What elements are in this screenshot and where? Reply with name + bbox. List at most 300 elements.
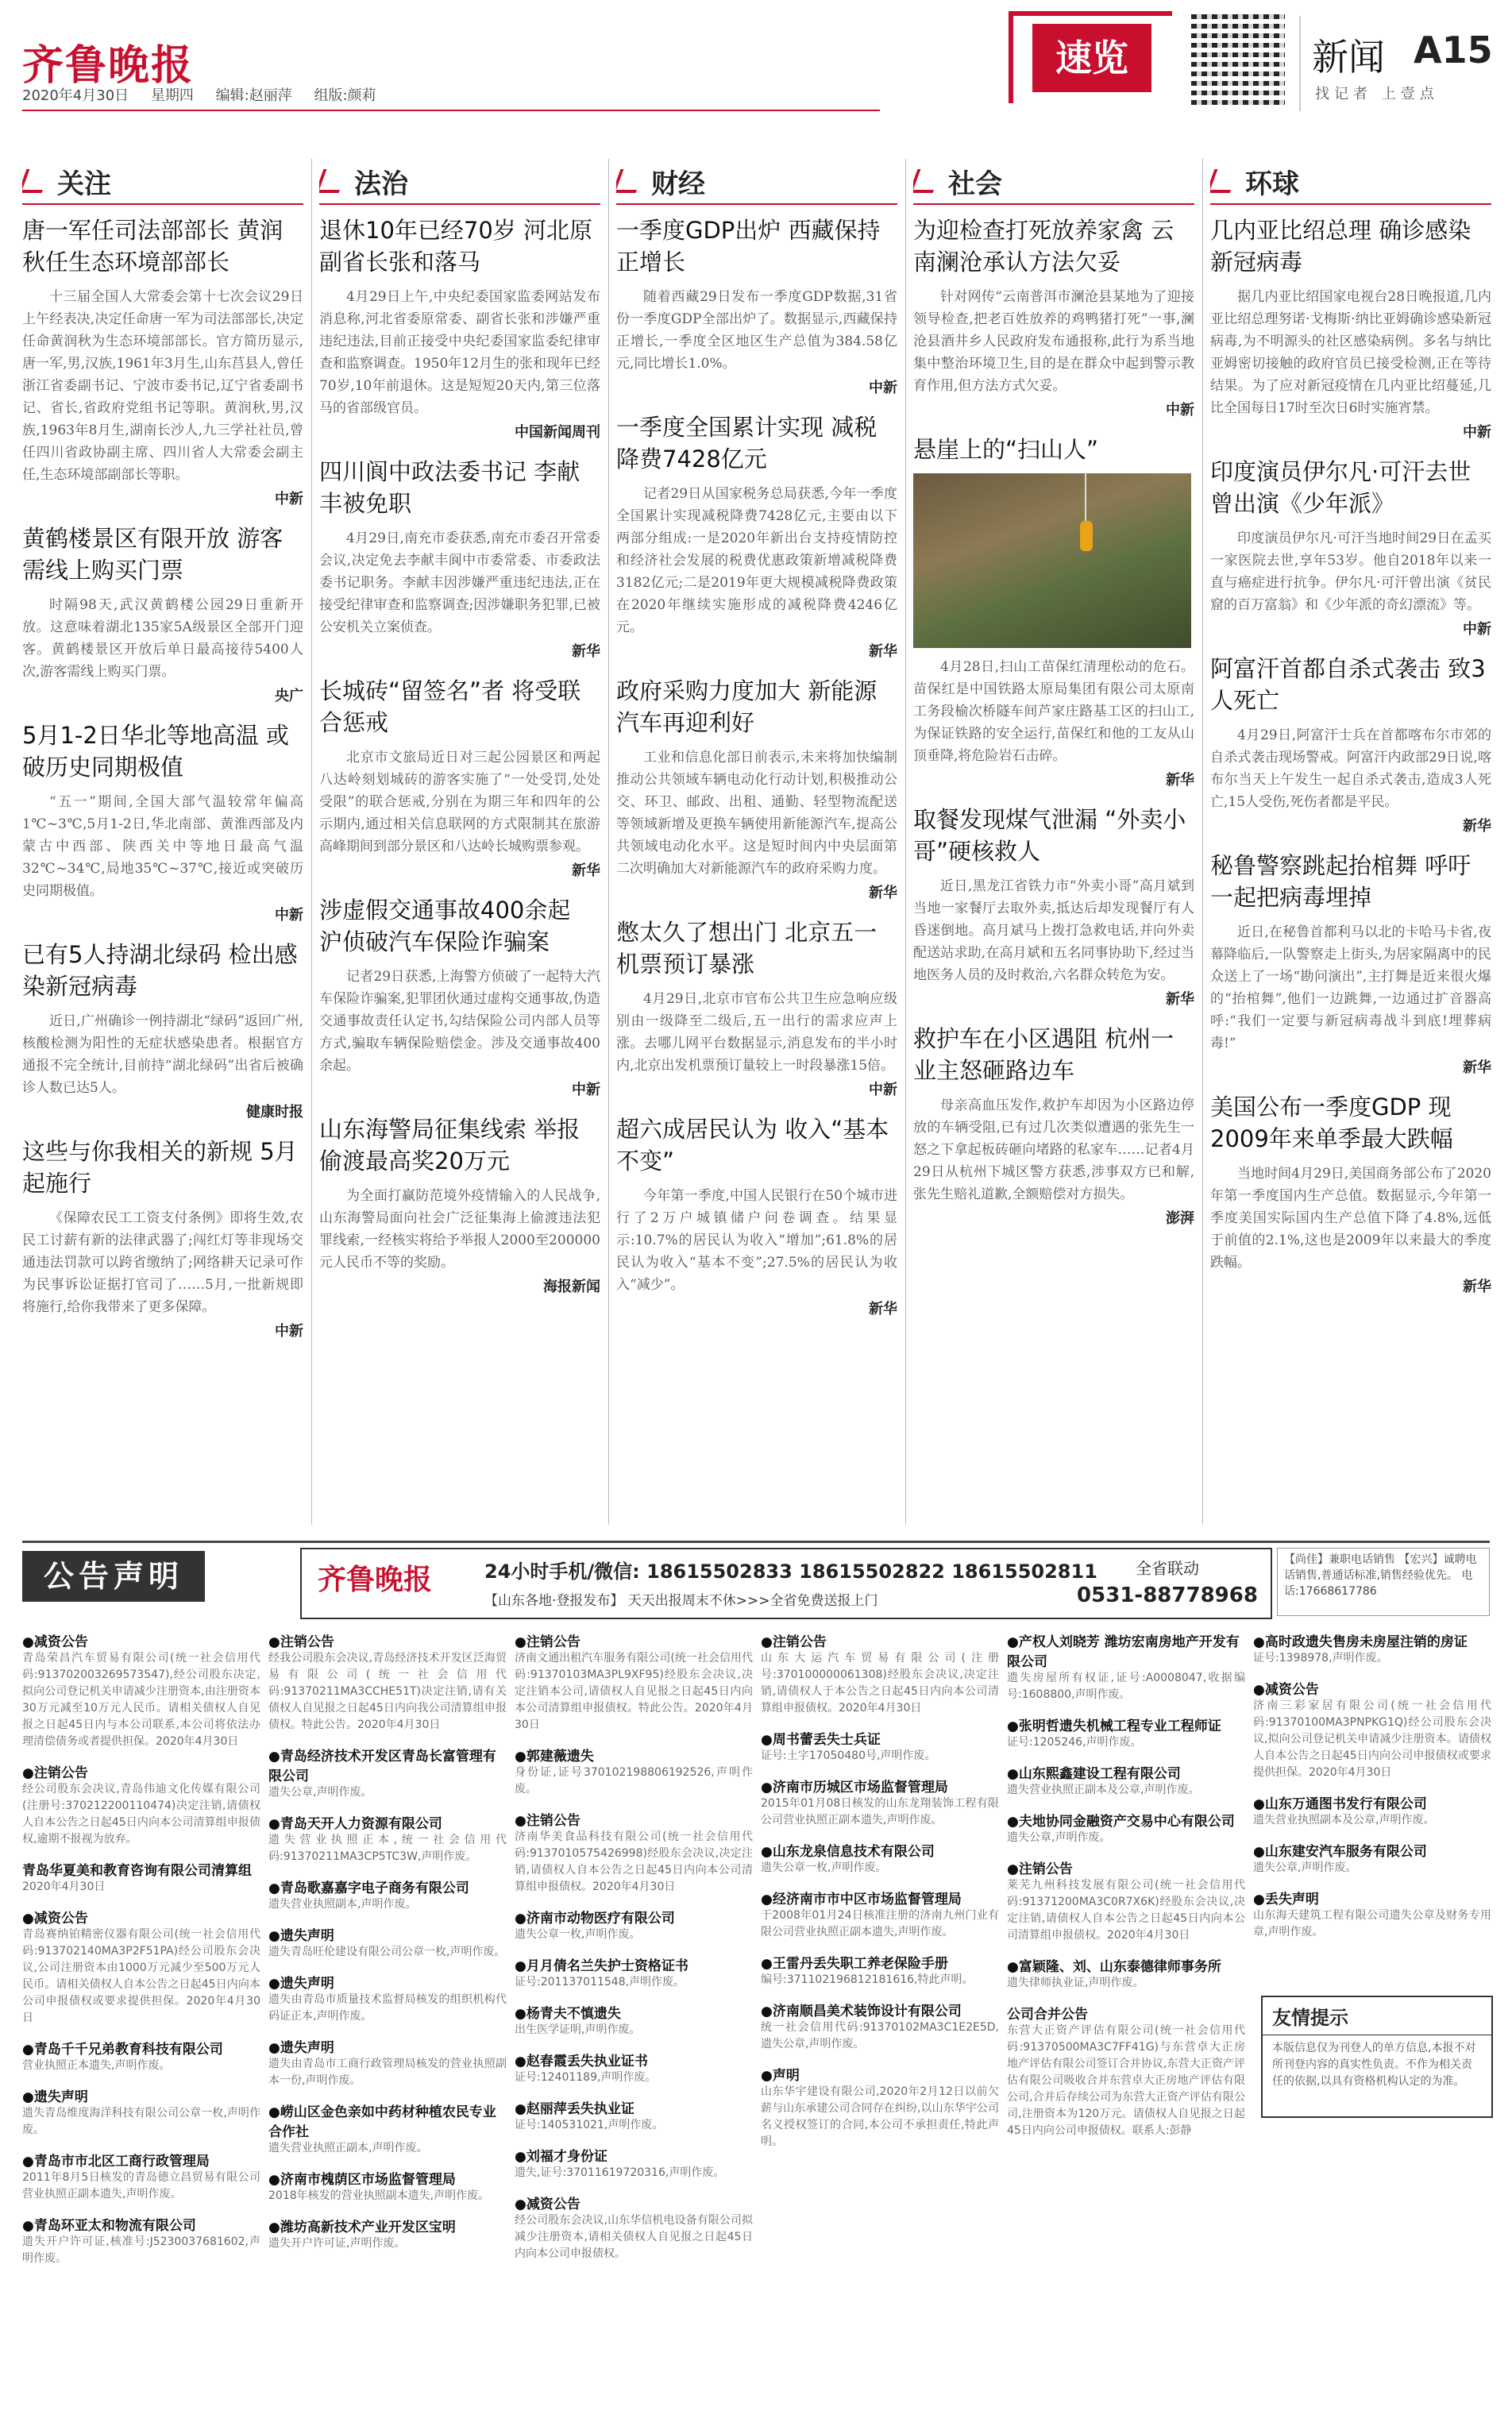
article <box>22 214 303 508</box>
article-body: 4月29日,北京市官布公共卫生应急响应级别由一级降至二级后,五一出行的需求应声上涨。去哪儿网平台数据显示,消息发布的半小时内,北京出发机票预订量较上一时段暴涨15倍。 <box>616 991 897 1074</box>
notice-item <box>268 2100 507 2157</box>
notice-item <box>515 1745 753 1798</box>
column-header <box>319 159 600 205</box>
notice-body: 遗失由青岛市质量技术监督局核发的组织机构代码证正本,声明作废。 <box>268 1993 507 2023</box>
notice-item <box>268 1924 507 1961</box>
article-source: 新华 <box>1463 818 1491 835</box>
notice-title: ●青岛环亚太和物流有限公司 <box>22 2218 196 2234</box>
notice-body: 2018年核发的营业执照副本遗失,声明作废。 <box>268 2189 490 2202</box>
notice-title: ●减资公告 <box>22 1634 88 1650</box>
article-source: 新华 <box>869 643 897 660</box>
notice-body: 遗失律师执业证,声明作废。 <box>1007 1977 1144 1989</box>
notice-item <box>761 1630 999 1717</box>
notice-column <box>22 1630 260 2409</box>
article-body: 近日,广州确诊一例持湖北“绿码”返回广州,核酸检测为阳性的无症状感染患者。根据官方通报不完全统计,目前持“湖北绿码”出省后被确诊人数已达5人。 <box>22 1013 303 1096</box>
header-rule <box>22 110 880 111</box>
article-source: 新华 <box>869 1301 897 1317</box>
notice-column <box>268 1630 507 2409</box>
article-source: 新华 <box>869 885 897 901</box>
article-body: 4月29日上午,中央纪委国家监委网站发布消息称,河北省委原常委、副省长张和涉嫌严重违纪违法,目前正接受中央纪委国家监委纪律审查和监察调查。1950年12月生的张和现年已经70岁,10年前退休。这是短短20天内,第三位落马的省部级官员。 <box>319 289 600 416</box>
notice-item <box>1253 1840 1491 1877</box>
article-body: 记者29日获悉,上海警方侦破了一起特大汽车保险诈骗案,犯罪团伙通过虚构交通事故,伪造交通事故责任认定书,勾结保险公司内部人员等方式,骗取车辆保险赔偿金。涉及交通事故400余起。 <box>319 969 600 1074</box>
article-source: 中新 <box>1463 424 1491 441</box>
notice-title: ●山东万通图书发行有限公司 <box>1253 1796 1427 1812</box>
notice-body: 遗失由青岛市工商行政管理局核发的营业执照副本一份,声明作废。 <box>268 2058 507 2087</box>
news-column <box>913 159 1194 1525</box>
notice-item <box>515 2193 753 2262</box>
newspaper-logo: 齐鲁晚报 <box>22 41 195 90</box>
notice-title: ●丢失声明 <box>1253 1892 1319 1907</box>
notice-item <box>515 1954 753 1991</box>
article <box>319 214 600 442</box>
column-divider <box>608 159 609 1525</box>
notice-body: 经公司股东会决议,青岛伟迪文化传媒有限公司(注册号:370212200110474)决定注销,请债权人自本公告之日起45日内向本公司清算组申报债权,逾期不报视为放弃。 <box>22 1783 260 1846</box>
column-divider <box>905 159 906 1525</box>
article-headline[interactable]: 超六成居民认为 收入“基本不变” <box>616 1116 889 1175</box>
article-headline[interactable]: 涉虚假交通事故400余起 沪侦破汽车保险诈骗案 <box>319 897 571 955</box>
article-source: 央广 <box>275 688 303 704</box>
notice-title: ●济南市槐荫区市场监督管理局 <box>268 2172 456 2188</box>
notice-title: ●减资公告 <box>515 2197 580 2212</box>
article <box>319 456 600 661</box>
notice-body: 莱芜九州科技发展有限公司(统一社会信用代码:91371200MA3C0R7X6K)经股东会决议,决定注销,请债权人自本公告之日起45日内向本公司清算组申报债权。2020年4月30日 <box>1007 1879 1245 1942</box>
article-body: 近日,在秘鲁首都利马以北的卡哈马卡省,夜幕降临后,一队警察走上街头,为居家隔离中的民众送上了一场“勘问演出”,主打舞是近来很火爆的“抬棺舞”,他们一边跳舞,一边通过扩音器高呼:“我们一定要与新冠病毒战斗到底!埋葬病毒!” <box>1210 924 1491 1051</box>
notice-body: 遗失青岛旺伦建设有限公司公章一枚,声明作废。 <box>268 1946 506 1958</box>
notice-item <box>1253 1792 1491 1829</box>
article <box>913 804 1194 1009</box>
article <box>913 434 1194 789</box>
article-headline[interactable]: 取餐发现煤气泄漏 “外卖小哥”硬核救人 <box>913 806 1186 865</box>
notice-title: ●注销公告 <box>515 1634 580 1650</box>
article <box>319 1113 600 1296</box>
article <box>1210 456 1491 638</box>
notice-item <box>22 1630 260 1750</box>
notice-title: ●山东建安汽车服务有限公司 <box>1253 1844 1427 1860</box>
notice-body: 2020年4月30日 <box>22 1880 106 1893</box>
article-body: 随着西藏29日发布一季度GDP数据,31省份一季度GDP全部出炉了。数据显示,西藏保持正增长,一季度全区地区生产总值为384.58亿元,同比增长1.0%。 <box>616 289 897 372</box>
section-marker-icon <box>616 169 644 193</box>
article-headline[interactable]: 长城砖“留签名”者 将受联合惩戒 <box>319 677 581 736</box>
notice-body: 山东华宇建设有限公司,2020年2月12日以前欠薪与山东承建公司合同存在纠纷,以山东华宇公司名义授权签订的合同,本公司不承担责任,特此声明。 <box>761 2085 999 2148</box>
layout-credit: 组版:颜莉 <box>314 87 376 104</box>
hotline-logo: 齐鲁晚报 <box>318 1563 433 1596</box>
notice-item <box>761 1776 999 1829</box>
notice-body: 遗失开户许可证,核准号:J5230037681602,声明作废。 <box>22 2235 260 2265</box>
notice-title: ●郭建薇遗失 <box>515 1749 594 1765</box>
notice-body: 证号:土字17050480号,声明作废。 <box>761 1749 936 1762</box>
news-column <box>1210 159 1491 1525</box>
article-source: 新华 <box>572 862 600 879</box>
notice-body: 遗失开户许可证,声明作废。 <box>268 2237 406 2250</box>
page-header <box>0 0 1512 151</box>
speed-label: 速览 <box>1032 24 1151 92</box>
header-divider <box>1299 16 1301 111</box>
notice-column <box>1007 1630 1245 2409</box>
notice-item <box>1253 1678 1491 1781</box>
section-marker-icon <box>22 169 50 193</box>
column-title: 关注 <box>57 168 111 200</box>
notice-item <box>761 1888 999 1941</box>
column-header <box>913 159 1194 205</box>
notice-title: ●山东熙鑫建设工程有限公司 <box>1007 1766 1181 1782</box>
notice-title: ●杨青夫不慎遗失 <box>515 2006 621 2022</box>
notice-item <box>268 2216 507 2252</box>
notices-section <box>22 1541 1490 2417</box>
notice-body: 遗失公章一枚,声明作废。 <box>515 1928 641 1941</box>
notice-title: ●减资公告 <box>1253 1682 1319 1698</box>
article-source: 海报新闻 <box>543 1279 600 1295</box>
notice-body: 遗失营业执照正本,统一社会信用代码:91370211MA3CP5TC3W,声明作废。 <box>268 1834 507 1863</box>
article-headline[interactable]: 已有5人持湖北绿码 检出感染新冠病毒 <box>22 941 298 1000</box>
notice-title: ●青岛千千兄弟教育科技有限公司 <box>22 2042 223 2058</box>
notice-body: 证号:201137011548,声明作废。 <box>515 1976 685 1988</box>
notice-column <box>1253 1630 1491 1980</box>
qr-code-pattern <box>1191 11 1285 105</box>
notice-title: ●遗失声明 <box>268 1928 334 1944</box>
notice-item <box>1007 1810 1245 1846</box>
notice-body: 身份证,证号370102198806192526,声明作废。 <box>515 1766 753 1796</box>
notice-body: 证号:1398978,声明作废。 <box>1253 1652 1388 1664</box>
article <box>22 523 303 705</box>
column-title: 财经 <box>651 168 705 200</box>
hotline-right-label: 全省联动 <box>1136 1559 1199 1578</box>
news-column <box>319 159 600 1525</box>
news-photo <box>913 473 1191 648</box>
notice-item <box>761 1952 999 1988</box>
notice-body: 遗失公章,声明作废。 <box>1253 1861 1357 1874</box>
recruitment-ad: 【尚佳】兼职电话销售 【宏兴】诚聘电话销售,普通话标准,销售经验优先。 电话:17668617786 <box>1277 1548 1490 1616</box>
article-source: 新华 <box>1463 1279 1491 1295</box>
article <box>22 719 303 924</box>
notice-title: ●遗失声明 <box>22 2089 88 2105</box>
notice-body: 经我公司股东会决议,青岛经济技术开发区泛海贸易有限公司(统一社会信用代码:91370211MA3CCHE51T)决定注销,请有关债权人自见报之日起45日内向我公司清算组申报债权。特此公告。2020年4月30日 <box>268 1652 507 1731</box>
notice-body: 出生医学证明,声明作废。 <box>515 2023 641 2036</box>
article-source: 健康时报 <box>246 1104 303 1121</box>
notice-item <box>515 2050 753 2086</box>
notice-item <box>761 1840 999 1877</box>
friendly-reminder-title: 友情提示 <box>1263 1997 1491 2035</box>
article-source: 中国新闻周刊 <box>515 424 600 441</box>
notice-item <box>1007 1857 1245 1944</box>
notice-item <box>761 1728 999 1765</box>
notice-body: 山东大运汽车贸易有限公司(注册号:370100000061308)经股东会决议,决定注销,请债权人于本公告之日起45日内向本公司清算组申报债权。2020年4月30日 <box>761 1652 999 1715</box>
issue-date: 2020年4月30日 <box>22 87 129 104</box>
notice-item <box>22 1907 260 2027</box>
article-source: 中新 <box>275 1323 303 1340</box>
notice-title: ●青岛市市北区工商行政管理局 <box>22 2154 210 2170</box>
article-source: 中新 <box>1166 402 1194 419</box>
article-headline[interactable]: 救护车在小区遇阻 杭州一业主怒砸路边车 <box>913 1025 1174 1084</box>
notice-title: ●产权人刘晓芳 潍坊宏南房地产开发有限公司 <box>1007 1634 1240 1670</box>
column-title: 法治 <box>354 168 408 200</box>
notice-title: ●赵丽萍丢失执业证 <box>515 2101 634 2117</box>
news-column <box>616 159 897 1525</box>
article <box>913 1023 1194 1228</box>
hotline-subtitle: 【山东各地·登报发布】 天天出报周末不休>>>全省免费送报上门 <box>484 1593 878 1609</box>
notice-title: ●遗失声明 <box>268 2040 334 2056</box>
article-body: 北京市文旅局近日对三起公园景区和两起八达岭刻划城砖的游客实施了“一处受罚,处处受限”的联合惩戒,分别在为期三年和四年的公示期内,通过相关信息联网的方式限制其在旅游高峰期间到部分景区和八达岭长城购票参观。 <box>319 750 600 854</box>
notice-title: ●济南市历城区市场监督管理局 <box>761 1780 948 1796</box>
notice-item <box>761 2000 999 2053</box>
notice-title: ●济南市动物医疗有限公司 <box>515 1911 675 1927</box>
dateline <box>22 84 394 105</box>
notice-item <box>515 2002 753 2039</box>
reporters-tagline: 找记者 上壹点 <box>1315 86 1439 102</box>
article-headline[interactable]: 四川阆中政法委书记 李献丰被免职 <box>319 458 580 517</box>
notice-title: ●注销公告 <box>761 1634 827 1650</box>
notice-body: 营业执照正本遗失,声明作废。 <box>22 2059 171 2072</box>
notice-title: ●赵春霞丢失执业证书 <box>515 2054 648 2069</box>
article-source: 中新 <box>1463 621 1491 638</box>
photo-rope <box>1085 473 1086 521</box>
article-body: 今年第一季度,中国人民银行在50个城市进行了2万户城镇储户问卷调查。结果显示:10.7%的居民认为收入“增加”;61.8%的居民认为收入“基本不变”;27.5%的居民认为收入“减少”。 <box>616 1188 897 1293</box>
notice-item <box>22 1859 260 1896</box>
notice-body: 统一社会信用代码:91370102MA3C1E2E5D,遗失公章,声明作废。 <box>761 2021 999 2050</box>
article-source: 中新 <box>869 1082 897 1098</box>
notice-item <box>515 2145 753 2181</box>
column-title: 环球 <box>1245 168 1299 200</box>
notice-item <box>268 2036 507 2089</box>
article <box>319 894 600 1099</box>
column-title: 社会 <box>948 168 1002 200</box>
hotline-phones: 24小时手机/微信: 18615502833 18615502822 18615502811 <box>484 1560 1097 1583</box>
article <box>1210 850 1491 1077</box>
section-marker-icon <box>319 169 347 193</box>
notice-item <box>22 1761 260 1848</box>
article-source: 中新 <box>869 380 897 396</box>
article <box>616 411 897 661</box>
notice-item <box>268 2168 507 2204</box>
notice-title: 公司合并公告 <box>1007 2007 1088 2023</box>
photo-worker <box>1080 521 1093 551</box>
notice-item <box>268 1745 507 1801</box>
editor-credit: 编辑:赵丽萍 <box>215 87 292 104</box>
notice-body: 济南三彩家居有限公司(统一社会信用代码:91370100MA3PNPKG1Q)经公司股东会决议,拟向公司登记机关申请减少注册资本。请债权人自本公告之日起45日内向公司申报债权或要求提供担保。2020年4月30日 <box>1253 1699 1491 1779</box>
notice-title: ●注销公告 <box>22 1765 88 1781</box>
notice-body: 证号:140531021,声明作废。 <box>515 2119 664 2131</box>
article-headline[interactable]: 山东海警局征集线索 举报偷渡最高奖20万元 <box>319 1116 580 1175</box>
article-source: 新华 <box>1463 1059 1491 1076</box>
article-body: 4月28日,扫山工苗保红清理松动的危石。苗保红是中国铁路太原局集团有限公司太原南工务段榆次桥隧车间芦家庄路基工区的扫山工,为保证铁路的安全运行,苗保红和他的工友从山顶垂降,将危险岩石击碎。 <box>913 659 1194 764</box>
article-body: 《保障农民工工资支付条例》即将生效,农民工讨薪有新的法律武器了;闯红灯等非现场交通违法罚款可以跨省缴纳了;网络耕天记录可作为民事诉讼证据打官司了……5月,一批新规即将施行,给你我带来了更多保障。 <box>22 1210 303 1315</box>
notice-body: 遗失营业执照正副本及公章,声明作废。 <box>1007 1784 1200 1796</box>
notice-title: ●刘福才身份证 <box>515 2149 608 2165</box>
article-body: 十三届全国人大常委会第十七次会议29日上午经表决,决定任命唐一军为司法部部长,决定任命黄润秋为生态环境部部长。官方简历显示,唐一军,男,汉族,1961年3月生,山东莒县人,曾任浙江省委副书记、宁波市委书记,辽宁省委副书记、省长,省政府党组书记等职。黄润秋,男,汉族,1963年8月生,湖南长沙人,九三学社社员,曾任四川省政协副主席、四川省人大常委会副主任,生态环境部副部长等职。 <box>22 289 303 483</box>
notice-title: ●减资公告 <box>22 1911 88 1927</box>
article-headline[interactable]: 黄鹤楼景区有限开放 游客需线上购买门票 <box>22 525 284 584</box>
column-divider <box>1202 159 1203 1525</box>
article-headline[interactable]: 美国公布一季度GDP 现2009年来单季最大跌幅 <box>1210 1094 1453 1152</box>
notice-title: ●经济南市市中区市场监督管理局 <box>761 1892 962 1907</box>
article <box>1210 653 1491 835</box>
article-body: 当地时间4月29日,美国商务部公布了2020年第一季度国内生产总值。数据显示,今年第一季度美国实际国内生产总值下降了4.8%,远低于前值的2.1%,这也是2009年以来最大的季度跌幅。 <box>1210 1166 1491 1271</box>
article-headline[interactable]: 憋太久了想出门 北京五一机票预订暴涨 <box>616 919 878 978</box>
article-source: 澎湃 <box>1166 1210 1194 1227</box>
friendly-reminder-body: 本版信息仅为刊登人的单方信息,本报不对所刊登内容的真实性负责。不作为相关责任的依据,以具有资格机构认定的为准。 <box>1272 2042 1476 2088</box>
section-marker-icon <box>913 169 941 193</box>
notice-title: ●注销公告 <box>268 1634 334 1650</box>
article-body: 据几内亚比绍国家电视台28日晚报道,几内亚比绍总理努诺·戈梅斯·纳比亚姆确诊感染新冠病毒,为不明源头的社区感染病例。多名与纳比亚姆密切接触的政府官员已接受检测,正在等待结果。为了应对新冠疫情在几内亚比绍蔓延,几比全国每日17时至次日6时实施宵禁。 <box>1210 289 1491 416</box>
notice-item <box>1007 1630 1245 1703</box>
notice-item <box>1007 1762 1245 1799</box>
notice-title: ●青岛歌嘉嘉字电子商务有限公司 <box>268 1880 469 1896</box>
article <box>616 1113 897 1318</box>
notice-title: ●青岛经济技术开发区青岛长富管理有限公司 <box>268 1749 496 1784</box>
notice-body: 山东海天建筑工程有限公司遗失公章及财务专用章,声明作废。 <box>1253 1909 1491 1938</box>
friendly-reminder-box <box>1261 1996 1493 2118</box>
notice-title: ●月月倩名兰失护士资格证书 <box>515 1958 688 1974</box>
article-headline[interactable]: 政府采购力度加大 新能源汽车再迎利好 <box>616 677 878 736</box>
notice-title: ●山东龙泉信息技术有限公司 <box>761 1844 935 1860</box>
notice-item <box>761 2064 999 2150</box>
notice-item <box>22 2214 260 2267</box>
notice-item <box>268 1812 507 1865</box>
notice-item <box>268 1972 507 2025</box>
notice-body: 济南文通出租汽车服务有限公司(统一社会信用代码:91370103MA3PL9XF95)经股东会决议,决定注销本公司,请债权人自见报之日起45日内向本公司清算组申报债权。特此公告。2020年4月30日 <box>515 1652 753 1731</box>
section-marker-icon <box>1210 169 1238 193</box>
column-header <box>1210 159 1491 205</box>
notice-body: 证号:12401189,声明作废。 <box>515 2071 657 2084</box>
article-body: 时隔98天,武汉黄鹤楼公园29日重新开放。这意味着湖北135家5A级景区全部开门迎客。黄鹤楼景区开放后单日最高接待5400人次,游客需线上购买门票。 <box>22 597 303 680</box>
notice-body: 证号:1205246,声明作废。 <box>1007 1736 1142 1749</box>
column-divider <box>311 159 312 1525</box>
column-header <box>22 159 303 205</box>
hotline-banner <box>300 1548 1272 1619</box>
article <box>1210 214 1491 442</box>
notice-title: ●张明哲遗失机械工程专业工程师证 <box>1007 1718 1221 1734</box>
notice-body: 济南华美食品科技有限公司(统一社会信用代码:9137010575426998)经股东会决议,决定注销,请债权人自本公告之日起45日内向本公司清算组申报债权。2020年4月30日 <box>515 1830 753 1893</box>
article-headline[interactable]: 印度演员伊尔凡·可汗去世 曾出演《少年派》 <box>1210 458 1472 517</box>
notice-column <box>515 1630 753 2409</box>
notice-item <box>268 1877 507 1913</box>
article <box>913 214 1194 419</box>
article <box>616 675 897 902</box>
notice-title: ●注销公告 <box>1007 1861 1073 1877</box>
notice-item <box>1007 2003 1245 2139</box>
notice-item <box>515 1907 753 1943</box>
article-source: 中新 <box>572 1082 600 1098</box>
notice-body: 2015年01月08日核发的山东龙翔装饰工程有限公司营业执照正副本遗失,声明作废。 <box>761 1797 999 1826</box>
notice-item <box>268 1630 507 1734</box>
notice-body: 青岛赛纳铂精密仪器有限公司(统一社会信用代码:913702140MA3P2F51PA)经公司股东会决议,公司注册资本由1000万元减少至500万元人民币。请相关债权人自本公告之日起45日内向本公司申报债权或要求提供担保。2020年4月30日 <box>22 1928 260 2024</box>
notice-body: 遗失营业执照副本及公章,声明作废。 <box>1253 1814 1435 1826</box>
news-column <box>22 159 303 1525</box>
notice-body: 经公司股东会决议,山东华信机电设备有限公司拟减少注册资本,请相关债权人自见报之日起45日内向本公司申报债权。 <box>515 2214 753 2260</box>
notice-body: 遗失青岛维度海洋科技有限公司公章一枚,声明作废。 <box>22 2107 260 2136</box>
article-headline[interactable]: 唐一军任司法部部长 黄润秋任生态环境部部长 <box>22 217 284 276</box>
notice-item <box>22 2038 260 2074</box>
notice-item <box>22 2150 260 2203</box>
article-source: 新华 <box>1166 991 1194 1008</box>
notice-title: ●声明 <box>761 2068 800 2084</box>
notice-body: 2011年8月5日核发的青岛德立昌贸易有限公司营业执照正副本遗失,声明作废。 <box>22 2171 260 2201</box>
notice-title: ●青岛天开人力资源有限公司 <box>268 1816 442 1832</box>
article-headline[interactable]: 几内亚比绍总理 确诊感染新冠病毒 <box>1210 217 1472 276</box>
article <box>616 214 897 397</box>
article-headline[interactable]: 为迎检查打死放养家禽 云南澜沧承认方法欠妥 <box>913 217 1174 276</box>
article-source: 新华 <box>1166 772 1194 789</box>
notice-column <box>761 1630 999 2409</box>
article-headline[interactable]: 秘鲁警察跳起抬棺舞 呼吁一起把病毒埋掉 <box>1210 852 1472 911</box>
article-body: 近日,黑龙江省铁力市“外卖小哥”高月斌到当地一家餐厅去取外卖,抵达后却发现餐厅有人昏迷倒地。高月斌马上拨打急救电话,并向外卖配送站求助,在高月斌和五名同事协助下,经过当地医务人员的及时救治,六名群众转危为安。 <box>913 878 1194 983</box>
notice-item <box>1253 1630 1491 1667</box>
notice-title: ●周书蕾丢失士兵证 <box>761 1732 881 1748</box>
notice-body: 遗失房屋所有权证,证号:A0008047,收据编号:1608800,声明作废。 <box>1007 1672 1245 1701</box>
notice-title: ●潍坊高新技术产业开发区宝明 <box>268 2220 456 2235</box>
notice-body: 遗失公章一枚,声明作废。 <box>761 1861 887 1874</box>
notices-tag: 公告声明 <box>22 1551 205 1602</box>
notice-title: ●高时政遗失售房未房屋注销的房证 <box>1253 1634 1468 1650</box>
notice-item <box>515 2097 753 2134</box>
notice-title: 青岛华夏美和教育咨询有限公司清算组 <box>22 1863 252 1879</box>
article <box>1210 1091 1491 1296</box>
notice-title: ●崂山区金色亲如中药材种植农民专业合作社 <box>268 2104 496 2140</box>
article-source: 中新 <box>275 907 303 924</box>
notice-item <box>515 1809 753 1896</box>
article-headline[interactable]: 退休10年已经70岁 河北原副省长张和落马 <box>319 217 593 276</box>
notice-item <box>1007 1955 1245 1992</box>
notice-body: 遗失营业执照正副本,声明作废。 <box>268 2142 428 2154</box>
article-body: 母亲高血压发作,救护车却因为小区路边停放的车辆受阻,已有过几次类似遭遇的张先生一怒之下拿起板砖砸向堵路的私家车……记者4月29日从杭州下城区警方获悉,涉事双方已和解,张先生赔礼道歉,全额赔偿对方损失。 <box>913 1097 1194 1202</box>
notice-title: ●注销公告 <box>515 1813 580 1829</box>
notice-body: 青岛荣昌汽车贸易有限公司(统一社会信用代码:913702003269573547),经公司股东决定,拟向公司登记机关申请减少注册资本,由注册资本30万元减至10万元人民币。请相关债权人自见报之日起45日内与本公司联系,本公司将依法办理清偿债务或者提供担保。2020年4月30日 <box>22 1652 260 1748</box>
article-body: 为全面打赢防范境外疫情输入的人民战争,山东海警局面向社会广泛征集海上偷渡违法犯罪线索,一经核实将给予举报人2000至200000元人民币不等的奖励。 <box>319 1188 600 1271</box>
article-source: 中新 <box>275 491 303 507</box>
article-body: 针对网传“云南普洱市澜沧县某地为了迎接领导检查,把老百姓放养的鸡鸭猪打死”一事,澜沧县酒井乡人民政府发布通报称,此行为系当地集中整治环境卫生,目的是在群众中起到警示教育作用,但方法方式欠妥。 <box>913 289 1194 394</box>
issue-weekday: 星期四 <box>150 87 194 104</box>
notice-body: 遗失,证号:37011619720316,声明作废。 <box>515 2166 725 2179</box>
notice-item <box>515 1630 753 1734</box>
page-number: A15 <box>1414 29 1493 71</box>
notice-body: 遗失公章,声明作废。 <box>1007 1831 1111 1844</box>
article <box>319 675 600 880</box>
notice-body: 遗失公章,声明作废。 <box>268 1786 372 1799</box>
column-header <box>616 159 897 205</box>
hotline-right-phone: 0531-88778968 <box>1077 1583 1258 1607</box>
article-headline[interactable]: 一季度全国累计实现 减税降费7428亿元 <box>616 414 878 473</box>
article <box>22 1136 303 1340</box>
article-body: 记者29日从国家税务总局获悉,今年一季度全国累计实现减税降费7428亿元,主要由以下两部分组成:一是2020年新出台支持疫情防控和经济社会发展的税费优惠政策新增减税降费3182亿元;二是2019年更大规模减税降费政策在2020年继续实施形成的减税降费4246亿元。 <box>616 486 897 635</box>
article-headline[interactable]: 悬崖上的“扫山人” <box>913 436 1099 463</box>
notice-title: ●富颖隆、刘、山东泰德律师事务所 <box>1007 1959 1221 1975</box>
article-body: 4月29日,阿富汗士兵在首都喀布尔市郊的自杀式袭击现场警戒。阿富汗内政部29日说,喀布尔当天上午发生一起自杀式袭击,造成3人死亡,15人受伤,死伤者都是平民。 <box>1210 727 1491 810</box>
article <box>616 916 897 1099</box>
notice-item <box>1007 1715 1245 1751</box>
notice-body: 于2008年01月24日核准注册的济南九州门业有限公司营业执照正副本遗失,声明作废。 <box>761 1909 999 1938</box>
hotline-contact <box>1072 1556 1263 1607</box>
notice-item <box>1253 1888 1491 1941</box>
notice-title: ●夫地协同金融资产交易中心有限公司 <box>1007 1814 1235 1830</box>
article-headline[interactable]: 5月1-2日华北等地高温 或破历史同期极值 <box>22 722 290 781</box>
article-body: 工业和信息化部日前表示,未来将加快编制推动公共领域车辆电动化行动计划,积极推动公交、环卫、邮政、出租、通勤、轻型物流配送等领域新增及更换车辆使用新能源汽车,提高公共领域电动化水平。这是短时间内中央层面第二次明确加大对新能源汽车的政府采购力度。 <box>616 750 897 877</box>
article-headline[interactable]: 阿富汗首都自杀式袭击 致3人死亡 <box>1210 655 1486 714</box>
notice-body: 遗失营业执照副本,声明作废。 <box>268 1898 417 1911</box>
article-source: 新华 <box>572 643 600 660</box>
article-body: 印度演员伊尔凡·可汗当地时间29日在孟买一家医院去世,享年53岁。他自2018年以来一直与癌症进行抗争。伊尔凡·可汗曾出演《贫民窟的百万富翁》和《少年派的奇幻漂流》等。 <box>1210 530 1491 613</box>
article-headline[interactable]: 一季度GDP出炉 西藏保持正增长 <box>616 217 881 276</box>
notice-body: 东营大正资产评估有限公司(统一社会信用代码:91370500MA3C7FF41G)与东营卓大正房地产评估有限公司签订合并协议,东营大正资产评估有限公司吸收合并东营卓大正房地产评估有限公司,合并后存续公司为东营大正资产评估有限公司,注册资本为120万元。请债权人自见报之日起45日内向公司申报债权。联系人:彭静 <box>1007 2024 1245 2137</box>
section-name: 新闻 <box>1312 36 1385 79</box>
notice-title: ●王雷丹丢失职工养老保险手册 <box>761 1956 948 1972</box>
notice-body: 编号:371102196812181616,特此声明。 <box>761 1973 974 1986</box>
article-headline[interactable]: 这些与你我相关的新规 5月起施行 <box>22 1138 298 1197</box>
notice-title: ●济南顺昌美术装饰设计有限公司 <box>761 2004 962 2019</box>
notice-title: ●遗失声明 <box>268 1976 334 1992</box>
article-body: 4月29日,南充市委获悉,南充市委召开常委会议,决定免去李献丰阆中市委常委、市委政法委书记职务。李献丰因涉嫌严重违纪违法,正在接受纪律审查和监察调查;因涉嫌职务犯罪,已被公安机关立案侦查。 <box>319 530 600 635</box>
article <box>22 939 303 1121</box>
notice-item <box>22 2085 260 2139</box>
article-body: “五一”期间,全国大部气温较常年偏高1℃~3℃,5月1-2日,华北南部、黄淮西部及内蒙古中西部、陕西关中等地日最高气温32℃~34℃,局地35℃~37℃,接近或突破历史同期极值。 <box>22 794 303 899</box>
